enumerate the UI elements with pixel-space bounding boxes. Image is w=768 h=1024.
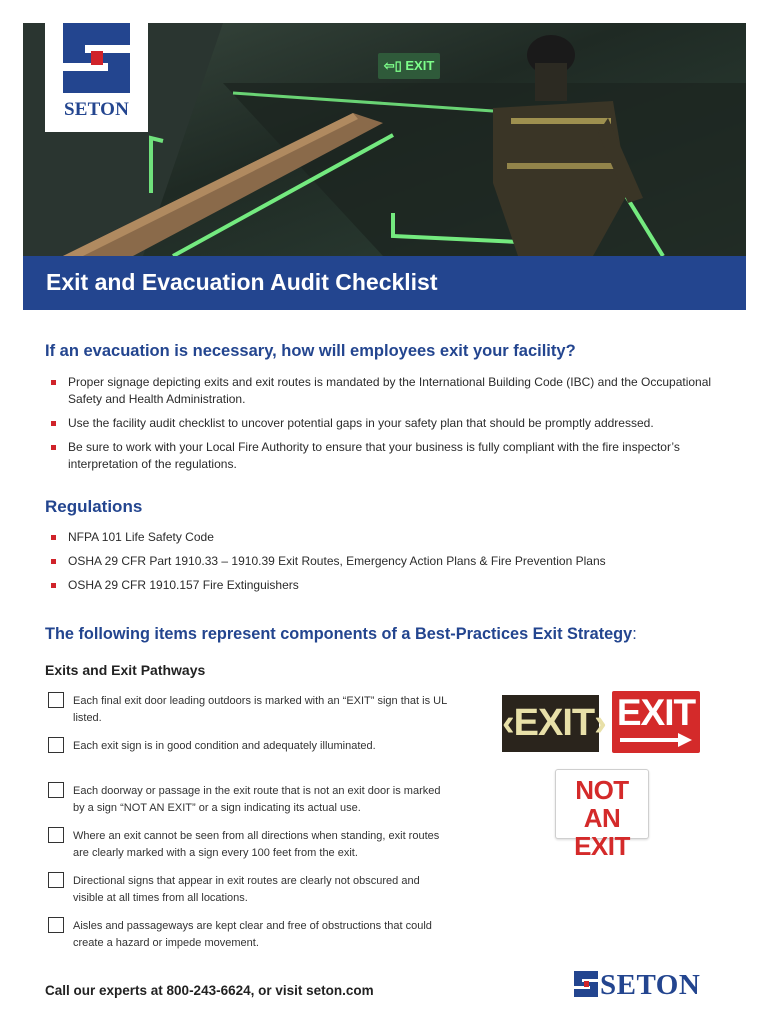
checklist-item — [48, 737, 448, 782]
checklist-item — [48, 782, 448, 827]
list-item: OSHA 29 CFR 1910.157 Fire Extinguishers — [51, 577, 741, 594]
checklist-item-text: Each exit sign is in good condition and adequately illuminated. — [73, 740, 376, 752]
checkbox[interactable] — [48, 737, 64, 753]
checkbox[interactable] — [48, 917, 64, 933]
strategy-heading-colon: : — [632, 625, 637, 643]
checklist-item-text: Directional signs that appear in exit routes are clearly not obscured and visible at all times from all locations. — [73, 875, 420, 904]
exits-subheading: Exits and Exit Pathways — [45, 662, 206, 678]
not-an-exit-line2: EXIT — [574, 831, 630, 861]
strategy-heading — [45, 625, 637, 644]
exit-sign-dark: ‹EXIT› — [502, 695, 599, 752]
running-man-arrow-icon: ⇦▯ — [383, 58, 406, 73]
checkbox[interactable] — [48, 827, 64, 843]
seton-s-icon — [63, 23, 130, 93]
intro-list — [51, 374, 741, 480]
hero-exit-sign — [378, 53, 440, 79]
not-an-exit-sign — [555, 769, 649, 861]
list-item: OSHA 29 CFR Part 1910.33 – 1910.39 Exit Routes, Emergency Action Plans & Fire Prevention Plans — [51, 553, 741, 570]
hero-exit-text: EXIT — [405, 58, 435, 73]
page-title: Exit and Evacuation Audit Checklist — [46, 269, 438, 295]
exit-sign-red-text: EXIT — [616, 692, 696, 733]
list-item: Use the facility audit checklist to uncover potential gaps in your safety plan that should be promptly addressed. — [51, 415, 741, 432]
regulations-list — [51, 529, 741, 601]
checklist-item — [48, 692, 448, 737]
footer-logo-text: SETON — [600, 969, 701, 1001]
checklist-item — [48, 872, 448, 917]
list-item: NFPA 101 Life Safety Code — [51, 529, 741, 546]
exit-checklist — [48, 692, 448, 962]
hero-photo — [23, 23, 746, 256]
not-an-exit-line1: NOT AN — [575, 775, 629, 833]
checklist-item-text: Each doorway or passage in the exit route that is not an exit door is marked by a sign “NOT AN EXIT” or a sign indicating its actual use. — [73, 785, 441, 814]
checkbox[interactable] — [48, 872, 64, 888]
seton-s-icon — [574, 971, 598, 997]
checklist-item-text: Each final exit door leading outdoors is marked with an “EXIT” sign that is UL listed. — [73, 695, 447, 724]
checklist-item — [48, 827, 448, 872]
seton-logo[interactable] — [45, 23, 148, 132]
strategy-heading-text: The following items represent components of a Best-Practices Exit Strategy — [45, 625, 633, 643]
title-band — [23, 256, 746, 310]
seton-logo-text: SETON — [63, 99, 130, 120]
list-item: Proper signage depicting exits and exit routes is mandated by the International Building Code (IBC) and the Occupational Safety and Health Administration. — [51, 374, 741, 408]
list-item: Be sure to work with your Local Fire Authority to ensure that your business is fully compliant with the fire inspector’s interpretation of the regulations. — [51, 439, 741, 473]
checklist-item-text: Aisles and passageways are kept clear and free of obstructions that could create a hazard or impede movement. — [73, 920, 432, 949]
footer-seton-logo[interactable] — [574, 968, 724, 1002]
checklist-item — [48, 917, 448, 962]
intro-heading: If an evacuation is necessary, how will employees exit your facility? — [45, 342, 576, 360]
exit-sign-red — [612, 691, 700, 753]
checkbox[interactable] — [48, 782, 64, 798]
arrow-right-icon — [620, 733, 692, 747]
footer-cta: Call our experts at 800-243-6624, or visit seton.com — [45, 983, 374, 998]
regulations-heading: Regulations — [45, 497, 143, 516]
checklist-item-text: Where an exit cannot be seen from all directions when standing, exit routes are clearly marked with a sign every 100 feet from the exit. — [73, 830, 440, 859]
checkbox[interactable] — [48, 692, 64, 708]
